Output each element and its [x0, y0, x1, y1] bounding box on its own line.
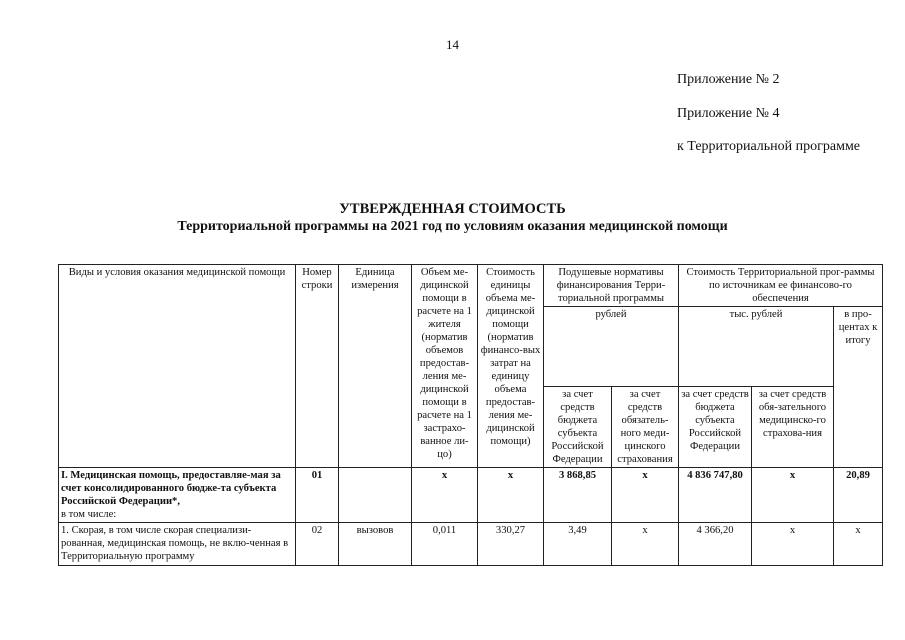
- row-total-oms: х: [752, 468, 834, 523]
- header-oms-funds: за счет средств обязатель-ного меди-цинского страхования: [612, 387, 679, 468]
- header-types: Виды и условия оказания медицинской помощи: [59, 265, 296, 468]
- row-unit: вызовов: [339, 523, 412, 566]
- table-row: [59, 523, 883, 566]
- row-percent: 20,89: [834, 468, 883, 523]
- header-row-1: [59, 265, 883, 307]
- row-cost: 330,27: [478, 523, 544, 566]
- page-number: 14: [446, 37, 459, 52]
- header-per-capita: Подушевые нормативы финансирования Терри-ториальной программы: [544, 265, 679, 307]
- row-name-suffix: в том числе:: [61, 509, 117, 520]
- row-total-oms: х: [752, 523, 834, 566]
- table-row: [59, 468, 883, 523]
- header-budget-funds: за счет средств бюджета субъекта Российской Федерации: [544, 387, 612, 468]
- cost-table: [58, 264, 883, 566]
- header-volume: Объем ме-дицинской помощи в расчете на 1 жителя (норматив объемов предостав-ления ме-дицинской помощи в расчете на 1 застрахо-ванное ли-цо): [412, 265, 478, 468]
- header-cost-per-unit: Стоимость единицы объема ме-дицинской помощи (норматив финансо-вых затрат на единицу объема предостав-ления ме-дицинской помощи): [478, 265, 544, 468]
- header-thousand-rubles: тыс. рублей: [679, 307, 834, 387]
- row-total-budget: 4 366,20: [679, 523, 752, 566]
- row-volume: х: [412, 468, 478, 523]
- row-per-capita-budget: 3 868,85: [544, 468, 612, 523]
- row-unit: [339, 468, 412, 523]
- row-num: 01: [296, 468, 339, 523]
- header-unit: Единица измерения: [339, 265, 412, 468]
- appendix-line-1: Приложение № 2: [677, 72, 780, 87]
- header-oms-funds-2: за счет средств обя-зательного медицинско-го страхова-ния: [752, 387, 834, 468]
- row-name: 1. Скорая, в том числе скорая специализи-рованная, медицинская помощь, не вклю-ченная в Территориальную программу: [59, 523, 296, 566]
- header-row-number: Номер строки: [296, 265, 339, 468]
- row-num: 02: [296, 523, 339, 566]
- appendix-line-2: Приложение № 4: [677, 106, 780, 121]
- header-rubles: рублей: [544, 307, 679, 387]
- row-name: [59, 468, 296, 523]
- row-per-capita-oms: х: [612, 523, 679, 566]
- appendix-line-3: к Территориальной программе: [677, 139, 861, 154]
- row-name-text: I. Медицинская помощь, предоставляе-мая за счет консолидированного бюдже-та субъекта Российской Федерации*,: [61, 470, 281, 507]
- row-cost: х: [478, 468, 544, 523]
- header-percent: в про-центах к итогу: [834, 307, 883, 468]
- document-subtitle: Территориальной программы на 2021 год по условиям оказания медицинской помощи: [177, 219, 728, 234]
- row-per-capita-oms: х: [612, 468, 679, 523]
- row-percent: х: [834, 523, 883, 566]
- header-budget-funds-2: за счет средств бюджета субъекта Российской Федерации: [679, 387, 752, 468]
- header-total-cost: Стоимость Территориальной прог-раммы по источникам ее финансово-го обеспечения: [679, 265, 883, 307]
- document-title: УТВЕРЖДЕННАЯ СТОИМОСТЬ: [339, 201, 566, 217]
- row-per-capita-budget: 3,49: [544, 523, 612, 566]
- row-total-budget: 4 836 747,80: [679, 468, 752, 523]
- row-volume: 0,011: [412, 523, 478, 566]
